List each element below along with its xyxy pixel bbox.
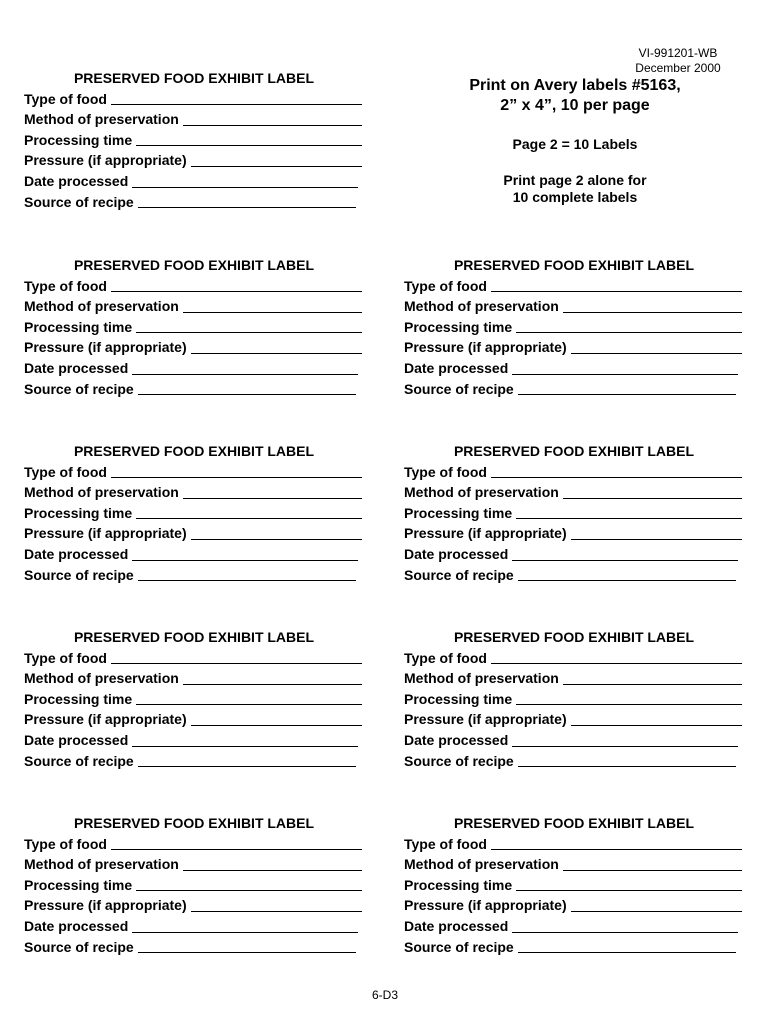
label-field-row [24, 895, 364, 916]
label-field-blank [516, 876, 742, 891]
label-field-row [24, 337, 364, 358]
exhibit-label [24, 441, 364, 585]
label-field-row [24, 89, 364, 110]
label-field-row [404, 668, 744, 689]
label-field-name: Method of preservation [404, 670, 559, 687]
instructions-print-line-1: Print page 2 alone for [503, 172, 647, 188]
label-field-row [404, 565, 744, 586]
label-field-row [24, 109, 364, 130]
label-field-name: Source of recipe [24, 193, 134, 210]
label-field-blank [563, 298, 742, 313]
label-field-name: Pressure (if appropriate) [404, 897, 567, 914]
label-field-row [24, 171, 364, 192]
label-field-blank [132, 918, 358, 933]
label-field-name: Type of food [24, 90, 107, 107]
label-field-blank [571, 339, 742, 354]
label-field-name: Processing time [24, 131, 133, 148]
label-field-blank [136, 318, 362, 333]
label-field-name: Pressure (if appropriate) [404, 525, 567, 542]
label-field-row [404, 834, 744, 855]
label-field-blank [516, 690, 742, 705]
label-field-name: Type of food [404, 649, 487, 666]
print-instructions [400, 76, 750, 206]
label-field-name: Processing time [404, 690, 513, 707]
label-field-name: Pressure (if appropriate) [404, 339, 567, 356]
label-title: PRESERVED FOOD EXHIBIT LABEL [453, 443, 695, 459]
label-field-name: Method of preservation [404, 298, 559, 315]
exhibit-label [24, 813, 364, 957]
label-field-row [404, 358, 744, 379]
label-field-row [24, 689, 364, 710]
label-field-blank [183, 484, 362, 499]
label-field-name: Method of preservation [24, 856, 179, 873]
label-field-blank [563, 670, 742, 685]
label-field-name: Method of preservation [24, 484, 179, 501]
label-field-name: Method of preservation [404, 484, 559, 501]
label-field-blank [191, 525, 362, 540]
label-field-row [24, 482, 364, 503]
label-field-name: Type of food [24, 835, 107, 852]
label-field-row [24, 709, 364, 730]
label-field-blank [132, 732, 358, 747]
label-field-blank [518, 566, 736, 581]
label-field-row [404, 895, 744, 916]
label-field-name: Source of recipe [24, 380, 134, 397]
label-field-name: Source of recipe [404, 752, 514, 769]
label-field-blank [563, 484, 742, 499]
label-field-blank [136, 876, 362, 891]
label-field-name: Processing time [24, 876, 133, 893]
label-field-name: Date processed [404, 545, 509, 562]
label-field-row [24, 130, 364, 151]
exhibit-label [404, 813, 744, 957]
label-field-blank [183, 670, 362, 685]
label-field-name: Processing time [24, 690, 133, 707]
label-field-name: Processing time [24, 504, 133, 521]
label-field-name: Source of recipe [404, 380, 514, 397]
label-field-row [24, 648, 364, 669]
label-title: PRESERVED FOOD EXHIBIT LABEL [73, 815, 315, 831]
label-field-row [404, 379, 744, 400]
label-field-name: Pressure (if appropriate) [24, 152, 187, 169]
label-field-row [24, 358, 364, 379]
label-field-name: Processing time [24, 318, 133, 335]
label-field-row [24, 751, 364, 772]
label-title: PRESERVED FOOD EXHIBIT LABEL [453, 257, 695, 273]
label-field-blank [518, 380, 736, 395]
label-field-blank [132, 546, 358, 561]
label-field-name: Date processed [24, 172, 129, 189]
page-footer: 6-D3 [371, 988, 398, 1002]
label-field-blank [183, 856, 362, 871]
exhibit-label [404, 441, 744, 585]
label-field-blank [563, 856, 742, 871]
label-field-blank [183, 298, 362, 313]
label-field-name: Type of food [24, 649, 107, 666]
instructions-print-line-2: 10 complete labels [512, 189, 638, 205]
label-field-blank [132, 173, 358, 188]
label-field-row [404, 296, 744, 317]
label-field-row [24, 834, 364, 855]
exhibit-label [24, 627, 364, 771]
label-field-blank [512, 918, 738, 933]
label-field-blank [136, 504, 362, 519]
document-code: VI-991201-WB [638, 46, 718, 60]
label-field-blank [516, 318, 742, 333]
label-field-blank [191, 339, 362, 354]
label-field-name: Type of food [404, 463, 487, 480]
label-field-blank [138, 938, 356, 953]
label-field-row [404, 875, 744, 896]
instructions-page-note: Page 2 = 10 Labels [512, 136, 638, 152]
label-field-row [404, 937, 744, 958]
label-field-row [24, 916, 364, 937]
label-field-row [404, 276, 744, 297]
label-field-blank [491, 463, 742, 478]
label-field-name: Pressure (if appropriate) [24, 711, 187, 728]
label-field-name: Pressure (if appropriate) [404, 711, 567, 728]
label-field-blank [512, 732, 738, 747]
label-field-row [24, 565, 364, 586]
label-field-blank [516, 504, 742, 519]
label-field-name: Date processed [24, 917, 129, 934]
label-field-blank [512, 546, 738, 561]
label-field-row [24, 937, 364, 958]
label-field-blank [518, 752, 736, 767]
label-field-blank [111, 649, 362, 664]
label-field-name: Processing time [404, 504, 513, 521]
exhibit-label [404, 627, 744, 771]
label-field-blank [571, 711, 742, 726]
label-field-blank [111, 277, 362, 292]
exhibit-label [24, 68, 364, 212]
label-field-name: Date processed [24, 731, 129, 748]
label-field-row [24, 462, 364, 483]
label-field-name: Pressure (if appropriate) [24, 339, 187, 356]
label-field-row [404, 751, 744, 772]
label-field-row [404, 544, 744, 565]
label-field-blank [491, 277, 742, 292]
label-field-blank [191, 152, 362, 167]
label-field-row [24, 523, 364, 544]
label-field-name: Source of recipe [24, 752, 134, 769]
label-field-name: Method of preservation [24, 298, 179, 315]
label-field-row [24, 192, 364, 213]
label-field-name: Type of food [24, 277, 107, 294]
label-field-name: Source of recipe [24, 938, 134, 955]
label-field-name: Processing time [404, 876, 513, 893]
label-field-row [24, 296, 364, 317]
label-field-blank [512, 360, 738, 375]
label-field-row [24, 668, 364, 689]
label-field-row [404, 482, 744, 503]
label-field-row [24, 317, 364, 338]
label-field-row [404, 317, 744, 338]
label-field-name: Date processed [404, 917, 509, 934]
label-field-blank [138, 380, 356, 395]
label-title: PRESERVED FOOD EXHIBIT LABEL [73, 443, 315, 459]
label-title: PRESERVED FOOD EXHIBIT LABEL [453, 815, 695, 831]
label-field-blank [183, 111, 362, 126]
label-title: PRESERVED FOOD EXHIBIT LABEL [73, 629, 315, 645]
label-field-blank [571, 897, 742, 912]
label-field-row [404, 648, 744, 669]
label-field-row [404, 462, 744, 483]
label-field-blank [518, 938, 736, 953]
exhibit-label [404, 255, 744, 399]
label-field-name: Date processed [404, 731, 509, 748]
label-field-row [404, 916, 744, 937]
label-field-blank [132, 360, 358, 375]
label-title: PRESERVED FOOD EXHIBIT LABEL [73, 257, 315, 273]
label-field-row [404, 689, 744, 710]
label-field-blank [491, 835, 742, 850]
label-field-row [404, 730, 744, 751]
document-code-block [600, 46, 756, 76]
instructions-title-line-1: Print on Avery labels #5163, [469, 77, 681, 94]
label-field-blank [111, 90, 362, 105]
instructions-title-line-2: 2” x 4”, 10 per page [500, 97, 650, 114]
label-field-name: Type of food [404, 835, 487, 852]
label-field-name: Pressure (if appropriate) [24, 897, 187, 914]
label-field-name: Date processed [24, 359, 129, 376]
label-field-blank [136, 131, 362, 146]
label-field-row [404, 854, 744, 875]
label-field-name: Processing time [404, 318, 513, 335]
label-field-name: Type of food [24, 463, 107, 480]
label-field-row [24, 544, 364, 565]
label-field-name: Method of preservation [24, 670, 179, 687]
label-field-row [24, 875, 364, 896]
label-field-blank [138, 566, 356, 581]
label-field-blank [191, 897, 362, 912]
label-field-name: Method of preservation [24, 111, 179, 128]
label-field-name: Pressure (if appropriate) [24, 525, 187, 542]
label-field-row [404, 709, 744, 730]
label-field-blank [491, 649, 742, 664]
label-field-blank [571, 525, 742, 540]
label-field-blank [138, 193, 356, 208]
label-field-name: Source of recipe [404, 938, 514, 955]
label-field-row [24, 854, 364, 875]
exhibit-label [24, 255, 364, 399]
label-field-name: Type of food [404, 277, 487, 294]
label-field-row [24, 503, 364, 524]
label-field-name: Source of recipe [24, 566, 134, 583]
label-field-name: Date processed [404, 359, 509, 376]
label-field-row [404, 337, 744, 358]
label-field-blank [111, 835, 362, 850]
document-date: December 2000 [635, 61, 721, 75]
label-field-blank [138, 752, 356, 767]
label-field-blank [191, 711, 362, 726]
label-field-row [24, 379, 364, 400]
label-field-row [404, 523, 744, 544]
label-field-row [24, 276, 364, 297]
label-title: PRESERVED FOOD EXHIBIT LABEL [73, 70, 315, 86]
label-field-blank [111, 463, 362, 478]
label-field-name: Source of recipe [404, 566, 514, 583]
label-field-row [24, 730, 364, 751]
label-field-row [404, 503, 744, 524]
label-field-blank [136, 690, 362, 705]
label-field-name: Method of preservation [404, 856, 559, 873]
label-field-row [24, 150, 364, 171]
label-field-name: Date processed [24, 545, 129, 562]
label-title: PRESERVED FOOD EXHIBIT LABEL [453, 629, 695, 645]
